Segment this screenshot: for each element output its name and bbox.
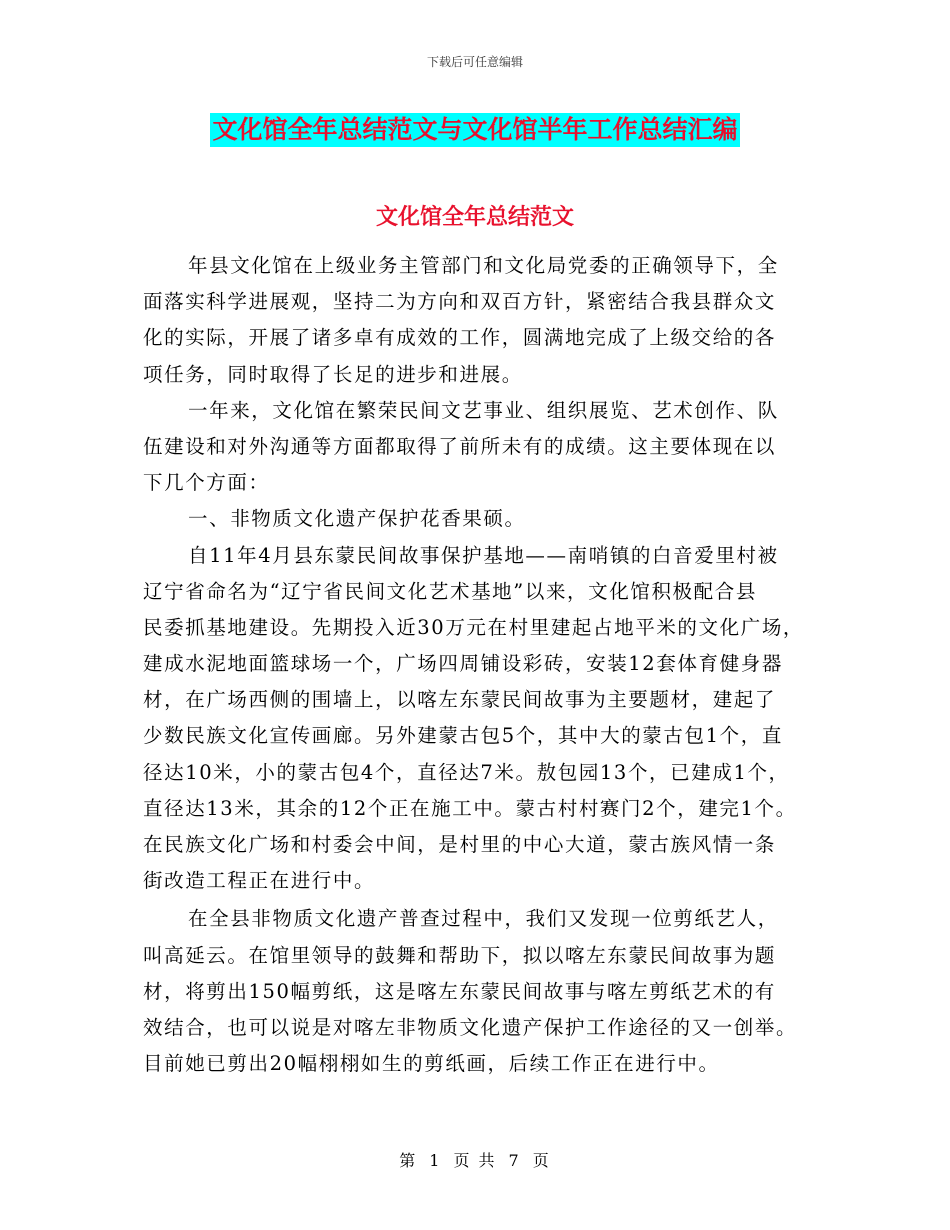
- document-title: 文化馆全年总结范文与文化馆半年工作总结汇编: [210, 113, 739, 147]
- paragraph-line: 项任务，同时取得了长足的进步和进展。: [143, 362, 523, 386]
- footer-suffix: 页: [532, 1151, 551, 1170]
- paragraph-line: 面落实科学进展观，坚持二为方向和双百方针，紧密结合我县群众文: [143, 290, 777, 314]
- paragraph-line: 自11年4月县东蒙民间故事保护基地——南哨镇的白音爱里村被: [188, 543, 779, 567]
- footer-prefix: 第: [399, 1151, 418, 1170]
- section-title: 文化馆全年总结范文: [375, 204, 574, 230]
- paragraph-line: 材，将剪出150幅剪纸，这是喀左东蒙民间故事与喀左剪纸艺术的有: [143, 979, 776, 1003]
- body-text: [143, 248, 823, 1082]
- paragraph-line: 效结合，也可以说是对喀左非物质文化遗产保护工作途径的又一创举。: [143, 1015, 798, 1039]
- paragraph-line: 材，在广场西侧的围墙上，以喀左东蒙民间故事为主要题材，建起了: [143, 688, 777, 712]
- paragraph-line: 一年来，文化馆在繁荣民间文艺事业、组织展览、艺术创作、队: [188, 398, 779, 422]
- paragraph-line: 民委抓基地建设。先期投入近30万元在村里建起占地平米的文化广场，: [143, 615, 805, 639]
- page-number: 1: [429, 1151, 442, 1170]
- document-title-wrap: [0, 113, 950, 147]
- paragraph-line: 伍建设和对外沟通等方面都取得了前所未有的成绩。这主要体现在以: [143, 434, 777, 458]
- paragraph-line: 少数民族文化宣传画廊。另外建蒙古包5个，其中大的蒙古包1个，直: [143, 724, 783, 748]
- footer-mid: 页 共: [453, 1151, 497, 1170]
- paragraph-line: 直径达13米，其余的12个正在施工中。蒙古村村赛门2个，建完1个。: [143, 796, 797, 820]
- page-total: 7: [508, 1151, 521, 1170]
- paragraph-line: 在民族文化广场和村委会中间，是村里的中心大道，蒙古族风情一条: [143, 833, 777, 856]
- paragraph-line: 化的实际，开展了诸多卓有成效的工作，圆满地完成了上级交给的各: [143, 326, 777, 350]
- paragraph-line: 建成水泥地面篮球场一个，广场四周铺设彩砖，安装12套体育健身器: [143, 652, 783, 676]
- paragraph-line: 街改造工程正在进行中。: [143, 869, 376, 893]
- paragraph-line: 年县文化馆在上级业务主管部门和文化局党委的正确领导下，全: [188, 254, 779, 277]
- section-heading-line: 一、非物质文化遗产保护花香果硕。: [188, 507, 526, 531]
- paragraph-line: 目前她已剪出20幅栩栩如生的剪纸画，后续工作正在进行中。: [143, 1052, 720, 1076]
- header-note: 下载后可任意编辑: [426, 55, 523, 69]
- page-footer: [0, 1148, 950, 1171]
- paragraph-line: 在全县非物质文化遗产普查过程中，我们又发现一位剪纸艺人，: [188, 907, 779, 931]
- paragraph-line: 叫高延云。在馆里领导的鼓舞和帮助下，拟以喀左东蒙民间故事为题: [143, 943, 777, 967]
- paragraph-line: 辽宁省命名为“辽宁省民间文化艺术基地”以来，文化馆积极配合县: [143, 579, 757, 603]
- paragraph-line: 下几个方面：: [143, 471, 270, 495]
- paragraph-line: 径达10米，小的蒙古包4个，直径达7米。敖包园13个，已建成1个，: [143, 760, 790, 784]
